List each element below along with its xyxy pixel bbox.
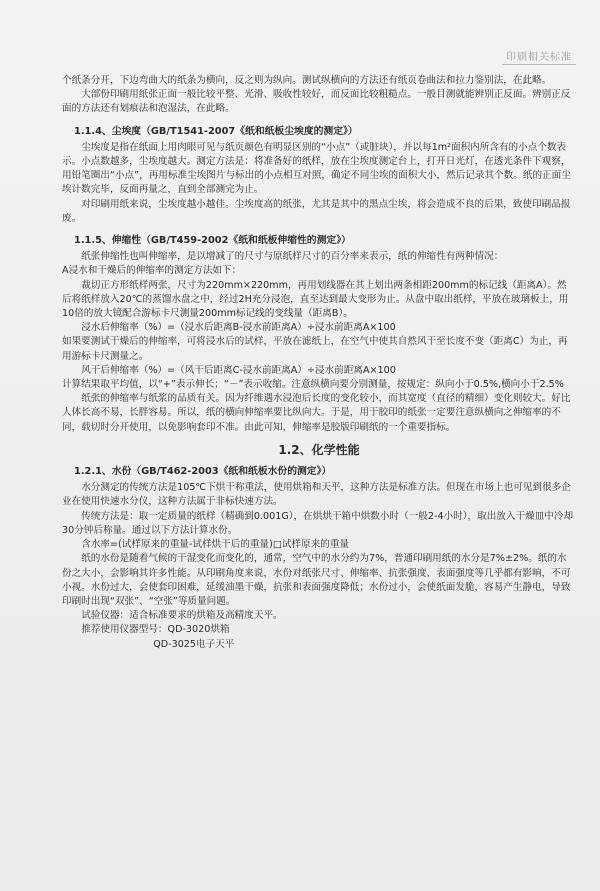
recommend-line-2: QD-3025电子天平 bbox=[153, 638, 235, 650]
paragraph: 传统方法是：取一定质量的纸样（精确到0.001G），在烘烘干箱中烘数小时（一般2-4小时），取出放入干燥皿中冷却30分钟后称量。通过以下方法计算水份。 bbox=[62, 510, 574, 536]
chapter-heading-chemical: 1.2、化学性能 bbox=[278, 442, 360, 457]
paragraph: 对印刷用纸来说，尘埃度越小越佳。尘埃度高的纸张，尤其是其中的黑点尘埃，将会造成不良的后果，致使印刷品报废。 bbox=[62, 198, 571, 224]
section-heading-dust: 1.1.4、尘埃度（GB/T1541-2007《纸和纸板尘埃度的测定》） bbox=[74, 125, 358, 137]
recommend-line: 推荐使用仪器型号：QD-3020烘箱 bbox=[81, 624, 230, 636]
paragraph: 裁切正方形纸样两张，尺寸为220mm×220mm，再用划线器在其上划出两条相距200mm的标记线（距离A）。然后将纸样放入20℃的蒸馏水盘之中，经过2H充分浸泡，直至达到最大变形为止。从盘中取出纸样，平放在玻璃板上，用10倍的放大镜配合游标卡尺测量200mm标记线的变线量（距离B）。 bbox=[62, 279, 569, 320]
paragraph: 大部份印刷用纸张正面一般比较平整、光滑、吸收性较好，而反面比较粗糙点。一般目测就能辨别正反面。辨别正反面的方法还有划痕法和泡湿法，在此略。 bbox=[62, 89, 571, 115]
paragraph: 纸张的伸缩率与纸浆的品质有关。因为纤维遇水浸泡后长度的变化较小，而其宽度（直径的精细）变化则较大。好比人体长高不易，长胖容易。所以，纸的横向伸缩率要比纵向大。于是，用于胶印的纸张一定要注意纵横向之伸缩率的不同，载切时分开使用，以免影响套印不准。由此可知，伸缩率是胶版印刷纸的一个重要指标。 bbox=[62, 393, 571, 433]
running-header: 印刷相关标准 bbox=[502, 48, 576, 65]
formula: 含水率=(试样原来的重量-试样烘干后的重量)□试样原来的重量 bbox=[81, 539, 350, 551]
formula: 浸水后伸缩率（%）=（浸水后距离B-浸水前距离A）÷浸水前距离A×100 bbox=[81, 322, 396, 334]
formula: 风干后伸缩率（%）=（风干后距离C-浸水前距离A）÷浸水前距离A×100 bbox=[81, 364, 396, 376]
paragraph: 计算结果取平均值，以“+”表示伸长；“－”表示收缩。注意纵横向要分别测量，按规定：纵向小于0.5%,横向小于2.5% bbox=[62, 379, 564, 391]
instrument-line: 试验仪器：适合标准要求的烘箱及高精度天平。 bbox=[81, 610, 283, 622]
paragraph: 纸张伸缩性也叫伸缩率，是以增减了的尺寸与原纸样尺寸的百分率来表示，纸的伸缩性有两种情况： bbox=[81, 251, 504, 263]
paragraph: 纸的水份是随着气候的干湿变化而变化的，通常，空气中的水分约为7%，普通印刷用纸的水分是7%±2%。纸的水份之大小，会影响其许多性能。从印刷角度来说，水份对纸张尺寸、伸缩率、抗张强度、表面强度等几乎都有影响，不可小视。水份过大，会使套印困难，延缓油墨干燥，抗张和表面强度降低；水份过小，会使纸面发脆，容易产生静电，导致印刷时出现“双张”、“空张”等质量问题。 bbox=[62, 553, 571, 607]
paragraph: 尘埃度是指在纸面上用肉眼可见与纸页颜色有明显区别的“小点”（或脏块），并以每1m²面积内所含有的小点个数表示。小点数越多，尘埃度越大。测定方法是：将准备好的纸样，放在尘埃度测定台上，打开日光灯，在透光条件下观察，用铅笔圈出“小点”，再用标准尘埃图片与标出的小点相互对照，确定不同尘埃的面积大小，然后记录其个数。纸的正面尘埃计数完毕，反面再量之，直到全部测完为止。 bbox=[62, 141, 571, 196]
paragraph: 水分测定的传统方法是105℃下烘干称重法，使用烘箱和天平，这种方法是标准方法。但现在市场上也可见到很多企业在使用快速水分仪，这种方法属于非标快速方法。 bbox=[62, 482, 571, 508]
paragraph: A浸水和干燥后的伸缩率的测定方法如下： bbox=[62, 265, 242, 277]
document-body bbox=[62, 74, 576, 652]
paragraph: 如果要测试干燥后的伸缩率，可将浸水后的试样，平放在滤纸上，在空气中使其自然风干至长度不变（距离C）为止，再用游标卡尺测量之。 bbox=[62, 336, 568, 362]
section-heading-moisture: 1.2.1、水份（GB/T462-2003《纸和纸板水份的测定》） bbox=[74, 466, 332, 478]
paragraph: 个纸条分开，下边弯曲大的纸条为横向，反之则为纵向。测试纵横向的方法还有纸页卷曲法和拉力鉴别法，在此略。 bbox=[62, 75, 552, 86]
section-heading-stretch: 1.1.5、伸缩性（GB/T459-2002《纸和纸板伸缩性的测定》） bbox=[74, 235, 351, 247]
